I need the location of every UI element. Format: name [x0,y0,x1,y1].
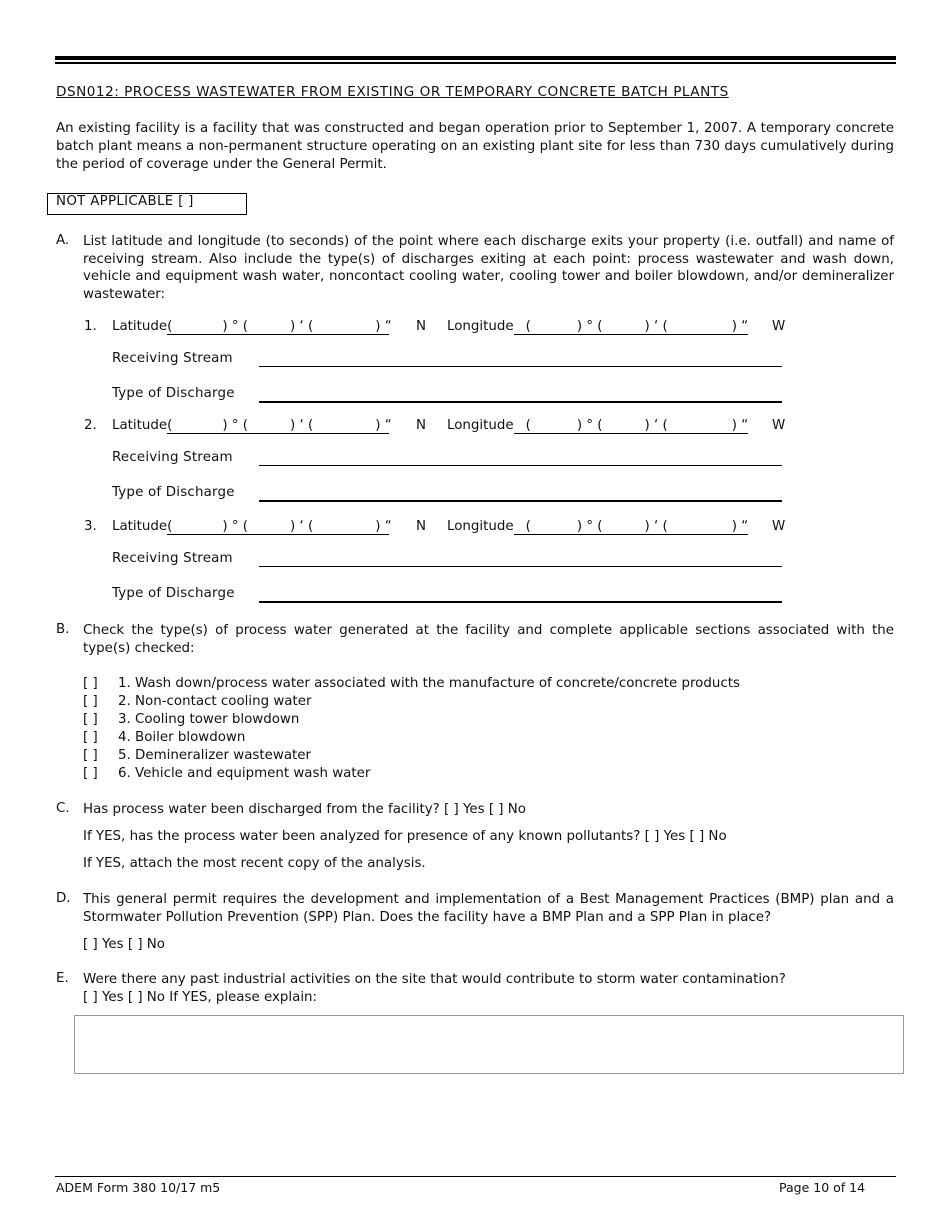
latitude-entry[interactable]: ( ) ° ( ) ‘ ( ) “ [167,418,392,433]
longitude-entry[interactable]: ( ) ° ( ) ‘ ( ) “ [514,418,748,434]
process-water-checkbox[interactable]: [ ] [83,712,98,727]
form-number: ADEM Form 380 10/17 m5 [56,1180,221,1195]
not-applicable-label: NOT APPLICABLE [ ] [56,194,194,209]
section-c-letter: C. [56,801,70,816]
north-label: N [416,519,427,534]
type-of-discharge-line[interactable] [259,500,782,502]
longitude-label: Longitude [447,319,514,334]
section-b-text: Check the type(s) of process water generated at the facility and complete applicable sections associated with the type(s) checked: [83,623,894,656]
receiving-stream-line[interactable] [259,465,782,466]
top-rule-thick [55,56,896,60]
section-e-answer[interactable]: [ ] Yes [ ] No If YES, please explain: [83,990,318,1005]
section-d-answer[interactable]: [ ] Yes [ ] No [83,937,166,952]
section-c-question-1[interactable]: Has process water been discharged from the facility? [ ] Yes [ ] No [83,802,527,817]
section-c-question-2[interactable]: If YES, has the process water been analyzed for presence of any known pollutants? [ ] Yes [ ] No [83,829,727,844]
process-water-checkbox[interactable]: [ ] [83,676,98,691]
process-water-option: 3. Cooling tower blowdown [118,712,300,727]
longitude-field[interactable] [447,319,748,335]
section-b-letter: B. [56,622,70,637]
type-of-discharge-label: Type of Discharge [112,586,235,601]
receiving-stream-line[interactable] [259,566,782,567]
north-label: N [416,319,427,334]
section-title: DSN012: PROCESS WASTEWATER FROM EXISTING OR TEMPORARY CONCRETE BATCH PLANTS [56,84,729,100]
intro-paragraph: An existing facility is a facility that was constructed and began operation prior to September 1, 2007. A temporary concrete batch plant means a non-permanent structure operating on an existing plant site for less than 730 days cumulatively during the period of coverage under the General Permit. [56,121,894,172]
top-rule-thin [55,62,896,64]
process-water-option: 1. Wash down/process water associated with the manufacture of concrete/concrete products [118,676,740,691]
explanation-textbox[interactable] [74,1015,904,1074]
latitude-entry[interactable]: ( ) ° ( ) ‘ ( ) “ [167,519,392,534]
latitude-field[interactable] [112,319,392,335]
north-label: N [416,418,427,433]
section-c-note: If YES, attach the most recent copy of the analysis. [83,856,426,871]
longitude-entry[interactable]: ( ) ° ( ) ‘ ( ) “ [514,519,748,535]
process-water-option: 4. Boiler blowdown [118,730,246,745]
page-number: Page 10 of 14 [779,1180,866,1195]
longitude-entry[interactable]: ( ) ° ( ) ‘ ( ) “ [514,319,748,335]
section-d-text: This general permit requires the development and implementation of a Best Management Practices (BMP) plan and a Stormwater Pollution Prevention (SPP) Plan. Does the facility have a BMP Plan and a SPP Plan in place? [83,892,894,925]
receiving-stream-label: Receiving Stream [112,551,233,566]
longitude-label: Longitude [447,418,514,433]
footer-rule [55,1176,896,1177]
type-of-discharge-line[interactable] [259,601,782,603]
longitude-label: Longitude [447,519,514,534]
outfall-number: 3. [84,519,97,534]
receiving-stream-line[interactable] [259,366,782,367]
process-water-option: 2. Non-contact cooling water [118,694,312,709]
longitude-field[interactable] [447,519,748,535]
west-label: W [772,519,786,534]
receiving-stream-label: Receiving Stream [112,450,233,465]
type-of-discharge-line[interactable] [259,401,782,403]
process-water-checkbox[interactable]: [ ] [83,730,98,745]
latitude-label: Latitude [112,519,168,534]
latitude-field[interactable] [112,418,392,434]
section-d-letter: D. [56,891,71,906]
process-water-checkbox[interactable]: [ ] [83,748,98,763]
west-label: W [772,319,786,334]
section-e-letter: E. [56,971,69,986]
process-water-option: 5. Demineralizer wastewater [118,748,312,763]
receiving-stream-label: Receiving Stream [112,351,233,366]
latitude-field[interactable] [112,519,392,535]
process-water-checkbox[interactable]: [ ] [83,694,98,709]
latitude-entry[interactable]: ( ) ° ( ) ‘ ( ) “ [167,319,392,334]
outfall-number: 1. [84,319,97,334]
latitude-label: Latitude [112,319,168,334]
section-e-text: Were there any past industrial activities on the site that would contribute to storm water contamination? [83,972,786,987]
west-label: W [772,418,786,433]
process-water-option: 6. Vehicle and equipment wash water [118,766,371,781]
section-a-letter: A. [56,233,70,248]
process-water-checkbox[interactable]: [ ] [83,766,98,781]
latitude-label: Latitude [112,418,168,433]
type-of-discharge-label: Type of Discharge [112,386,235,401]
longitude-field[interactable] [447,418,748,434]
outfall-number: 2. [84,418,97,433]
section-a-text: List latitude and longitude (to seconds) of the point where each discharge exits your property (i.e. outfall) and name of receiving stream. Also include the type(s) of discharges exiting at each point: process wastewater and wash down, vehicle and equipment wash water, noncontact cooling water, cooling tower and boiler blowdown, and/or demineralizer wastewater: [83,234,894,302]
type-of-discharge-label: Type of Discharge [112,485,235,500]
